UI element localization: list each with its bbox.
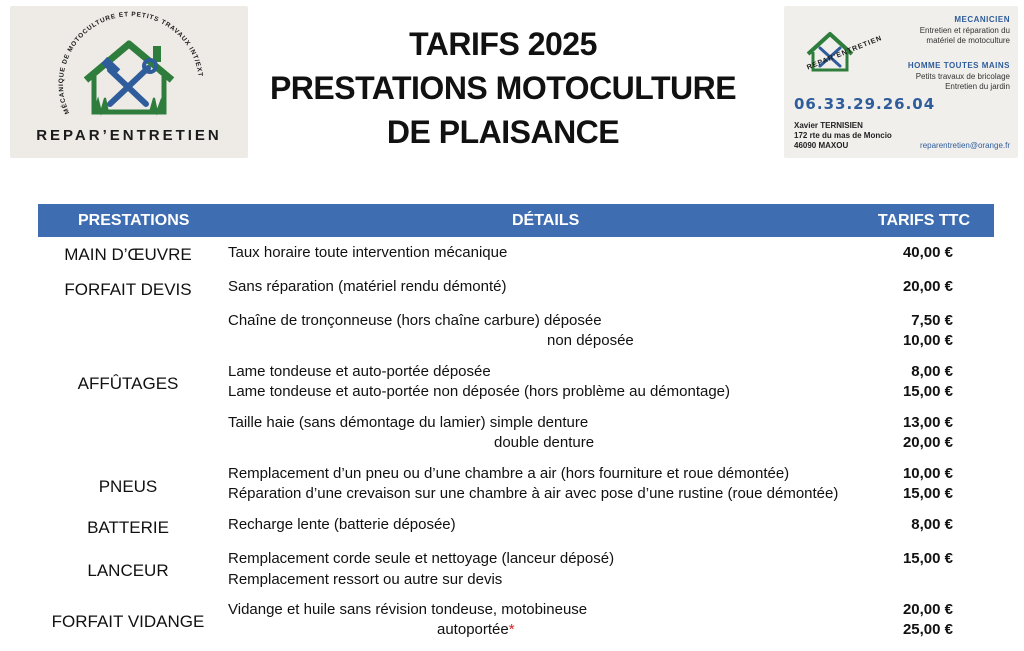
detail-line: Réparation d’une crevaison sur une chambre à air avec pose d’une rustine (roue démontée): [228, 485, 839, 502]
price: 15,00 €: [902, 485, 953, 502]
detail-line: Sans réparation (matériel rendu démonté): [228, 278, 507, 295]
header-prestations: PRESTATIONS: [78, 212, 190, 229]
title-line-1: TARIFS 2025: [409, 26, 597, 62]
asterisk-note: *: [508, 621, 515, 638]
table-header: [38, 204, 994, 237]
card-brand-name: REPAR’ENTRETIEN: [806, 34, 884, 72]
price: 10,00 €: [902, 332, 953, 349]
card-address: 172 rte du mas de Moncio: [794, 131, 892, 140]
detail-line: Remplacement ressort ou autre sur devis: [228, 571, 503, 588]
price: 20,00 €: [902, 601, 953, 618]
category-forfait-vidange: FORFAIT VIDANGE: [51, 612, 205, 631]
price: 8,00 €: [911, 516, 953, 533]
card-heading-mecanicien: MECANICIEN: [954, 15, 1010, 24]
category-forfait-devis: FORFAIT DEVIS: [64, 280, 192, 299]
price: 20,00 €: [902, 278, 953, 295]
detail-line: double denture: [494, 434, 595, 451]
title-line-2: PRESTATIONS MOTOCULTURE: [269, 70, 737, 106]
card-text: Entretien et réparation du: [919, 26, 1010, 35]
price: 40,00 €: [902, 244, 953, 261]
card-heading-homme: HOMME TOUTES MAINS: [907, 61, 1010, 70]
header-details: DÉTAILS: [512, 212, 580, 229]
header-tarifs: TARIFS TTC: [877, 212, 970, 229]
detail-line: [437, 621, 515, 638]
detail-line: Recharge lente (batterie déposée): [228, 516, 456, 533]
category-batterie: BATTERIE: [87, 518, 169, 537]
card-name: Xavier TERNISIEN: [794, 121, 863, 130]
business-card: [784, 6, 1018, 158]
svg-text:MÉCANIQUE DE MOTOCULTURE ET PE: [58, 11, 204, 115]
card-phone: 06.33.29.26.04: [794, 95, 936, 113]
detail-line: Remplacement corde seule et nettoyage (lanceur déposé): [228, 550, 615, 567]
price: 10,00 €: [902, 465, 953, 482]
category-pneus: PNEUS: [98, 477, 158, 496]
page-title: [252, 22, 754, 154]
card-text: Petits travaux de bricolage: [915, 72, 1010, 81]
detail-line: Vidange et huile sans révision tondeuse, motobineuse: [228, 601, 588, 618]
logo-arc-text: MÉCANIQUE DE MOTOCULTURE ET PETITS TRAVAUX INT/EXT: [57, 11, 204, 116]
price: 15,00 €: [902, 550, 953, 567]
detail-line: Taux horaire toute intervention mécanique: [228, 244, 508, 261]
price: 13,00 €: [902, 414, 953, 431]
detail-line: Lame tondeuse et auto-portée déposée: [228, 363, 491, 380]
title-line-3: DE PLAISANCE: [386, 114, 620, 150]
logo-brand-name: REPAR’ENTRETIEN: [36, 127, 222, 144]
category-affutages: AFFÛTAGES: [77, 374, 179, 393]
detail-line: non déposée: [547, 332, 634, 349]
price: 15,00 €: [902, 383, 953, 400]
detail-line: Chaîne de tronçonneuse (hors chaîne carbure) déposée: [228, 312, 602, 329]
price: 20,00 €: [902, 434, 953, 451]
logo-left: [10, 6, 248, 158]
price: 8,00 €: [911, 363, 953, 380]
detail-line: Remplacement d’un pneu ou d’une chambre a air (hors fourniture et roue démontée): [228, 465, 790, 482]
price: 25,00 €: [902, 621, 953, 638]
card-text: matériel de motoculture: [926, 36, 1010, 45]
card-text: Entretien du jardin: [945, 82, 1010, 91]
category-main-oeuvre: MAIN D’ŒUVRE: [64, 245, 192, 264]
price: 7,50 €: [911, 312, 953, 329]
detail-text: autoportée: [437, 621, 509, 638]
card-city: 46090 MAXOU: [794, 141, 849, 150]
detail-line: Taille haie (sans démontage du lamier) simple denture: [228, 414, 589, 431]
card-email: reparentretien@orange.fr: [920, 141, 1010, 150]
detail-line: Lame tondeuse et auto-portée non déposée (hors problème au démontage): [228, 383, 731, 400]
category-lanceur: LANCEUR: [87, 561, 169, 580]
